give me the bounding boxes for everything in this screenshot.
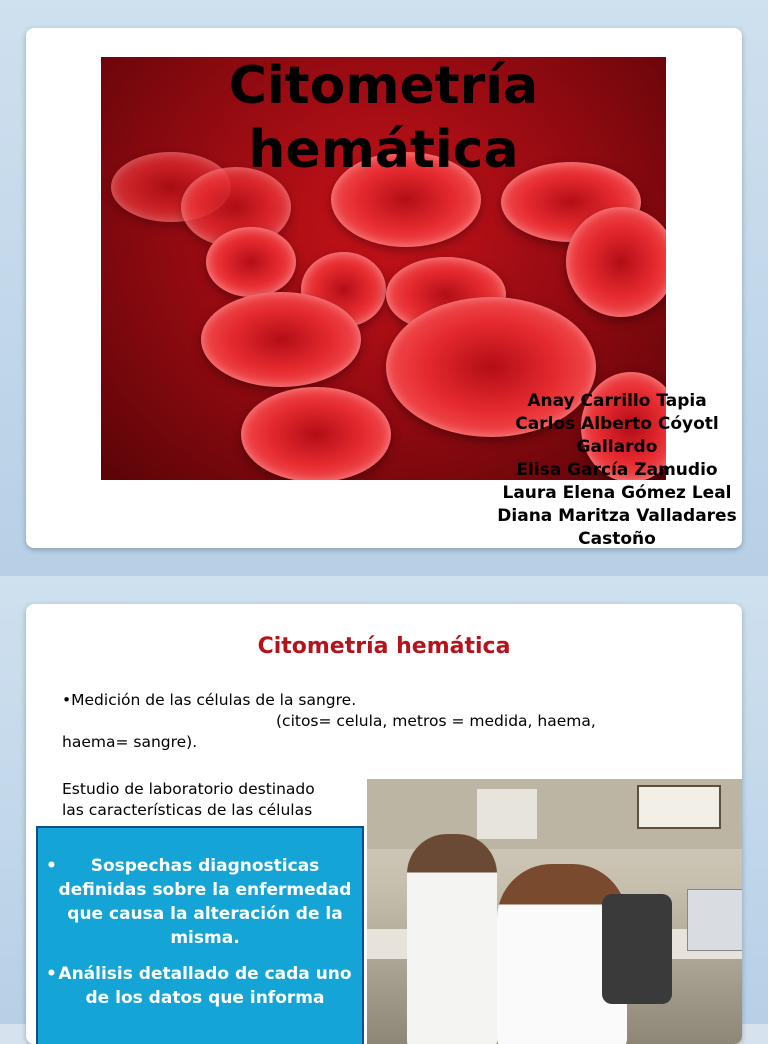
lab-technician-man bbox=[407, 834, 497, 1044]
title-line-1: Citometría bbox=[228, 56, 539, 116]
definition-line-2: (citos= celula, metros = medida, haema, bbox=[276, 712, 596, 730]
info-bullet: • Sospechas diagnosticas definidas sobre la enfermedad que causa la alteración de la misma. bbox=[48, 854, 352, 950]
blood-cell bbox=[566, 207, 666, 317]
info-bullet: • Análisis detallado de cada uno de los datos que informa bbox=[48, 962, 352, 1010]
author-line: Gallardo bbox=[576, 437, 658, 457]
microscope bbox=[602, 894, 672, 1004]
lab-equipment bbox=[687, 889, 742, 951]
author-line: Laura Elena Gómez Leal bbox=[502, 483, 732, 503]
slide-title: Citometría hemática bbox=[257, 634, 511, 659]
definition-line-3: haema= sangre). bbox=[62, 733, 198, 751]
author-line: Carlos Alberto Cóyotl bbox=[515, 414, 719, 434]
blood-cell bbox=[241, 387, 391, 480]
study-line-2: las características de las células bbox=[62, 801, 313, 819]
title-line-2: hemática bbox=[248, 120, 519, 180]
lab-window bbox=[477, 789, 537, 839]
blood-cell bbox=[201, 292, 361, 387]
definition-paragraph bbox=[62, 690, 712, 753]
laboratory-photo bbox=[367, 779, 742, 1044]
author-line: Anay Carrillo Tapia bbox=[527, 391, 707, 411]
study-paragraph bbox=[62, 779, 382, 821]
title bbox=[101, 54, 666, 182]
content-slide[interactable] bbox=[26, 604, 742, 1044]
author-line: Elisa García Zamudio bbox=[516, 460, 718, 480]
author-list bbox=[482, 390, 752, 551]
blood-cell bbox=[206, 227, 296, 297]
wall-poster bbox=[637, 785, 721, 829]
definition-line-1: •Medición de las células de la sangre. bbox=[62, 691, 357, 709]
author-line: Castoño bbox=[578, 529, 656, 549]
author-line: Diana Maritza Valladares bbox=[497, 506, 737, 526]
diagnosis-info-box bbox=[36, 826, 364, 1044]
study-line-1: Estudio de laboratorio destinado bbox=[62, 780, 315, 798]
